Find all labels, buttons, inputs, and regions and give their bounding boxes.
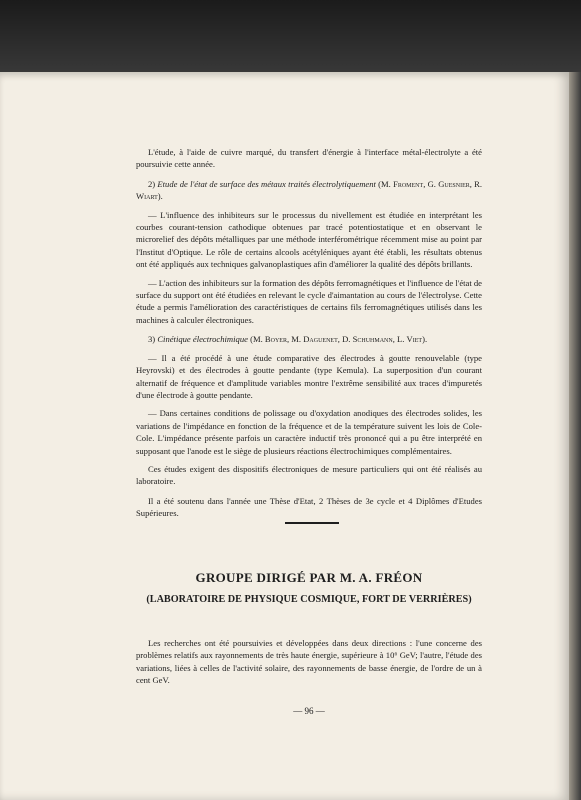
- authors-close: ).: [422, 334, 428, 345]
- paragraph-depots-ferromagnetiques: — L'action des inhibiteurs sur la formation des dépôts ferromagnétiques et l'influence de l'état de surface du support ont été étudiées en relevant le cycle d'aimantation au cours de l'électrolyse. Cette étude a permis l'amélioration des caractéristiques de certains fils ferromagnétiques utilisés dans les machines à calculer électroniques.: [136, 277, 482, 325]
- section-title: GROUPE DIRIGÉ PAR M. A. FRÉON: [195, 570, 423, 585]
- item-title: Cinétique électrochimique: [157, 334, 248, 345]
- author-name: R. Wiart: [136, 178, 483, 202]
- item-number: 2): [148, 178, 156, 189]
- item-3-heading: [136, 333, 482, 345]
- item-2-heading: [136, 178, 482, 203]
- author-separator: , M.: [286, 334, 304, 345]
- paragraph-electrodes-goutte: — Il a été procédé à une étude comparative des électrodes à goutte renouvelable (type Heyrovski) et des électrodes à goutte pendante (type Kemula). La superposition d'un courant alternatif de fréquence et d'amplitude variables montre l'extrême sensibilité aux traces d'impuretés d'une électrode à goutte pendante.: [136, 352, 482, 400]
- author-separator: ,: [469, 178, 475, 189]
- author-separator: , D.: [337, 334, 353, 345]
- section-divider: [285, 522, 339, 524]
- author-name: Viet: [406, 334, 423, 345]
- authors-open: (M.: [375, 178, 394, 189]
- item-number: 3): [148, 334, 156, 345]
- authors-open: (M.: [247, 334, 265, 345]
- paragraph-theses: Il a été soutenu dans l'année une Thèse d'Etat, 2 Thèses de 3e cycle et 4 Diplômes d'Etudes Supérieures.: [136, 495, 482, 519]
- author-name: G. Guesnier: [427, 178, 470, 189]
- body-text-block: [136, 146, 482, 526]
- author-name: Boyer: [264, 334, 287, 345]
- paragraph-dispositifs-electroniques: Ces études exigent des dispositifs électroniques de mesure particuliers qui ont été réalisés au laboratoire.: [136, 463, 482, 487]
- page-edge-shadow: [569, 72, 581, 800]
- author-name: Daguenet: [303, 334, 338, 345]
- author-name: Froment: [393, 178, 424, 189]
- paragraph-polissage-oxydation: — Dans certaines conditions de polissage ou d'oxydation anodiques des électrodes solides, les variations de l'impédance en fonction de la fréquence et de la température suivent les lois de Cole-Cole. L'impédance présente parfois un caractère inductif très prononcé qui a pu être interprété en supposant que l'anode est le siège de plusieurs réactions électrochimiques complémentaires.: [136, 408, 482, 456]
- page-number: — 96 —: [293, 706, 325, 716]
- authors-close: ).: [157, 191, 163, 202]
- paragraph-cuivre-marque: L'étude, à l'aide de cuivre marqué, du transfert d'énergie à l'interface métal-électrolyte a été poursuivie cette année.: [136, 147, 482, 170]
- section-body-paragraph: Les recherches ont été poursuivies et développées dans deux directions : l'une concerne des problèmes relatifs aux rayonnements de très haute énergie, supérieure à 10⁶ GeV; l'autre, l'étude des variations, liées à celles de l'activité solaire, des rayonnements de basse énergie, de l'ordre de un à cent GeV.: [136, 638, 482, 686]
- author-name: Schuhmann: [352, 334, 393, 345]
- section-subtitle: (LABORATOIRE DE PHYSIQUE COSMIQUE, FORT DE VERRIÈRES): [146, 594, 472, 605]
- author-separator: , L.: [392, 334, 407, 345]
- author-separator: ,: [423, 178, 428, 189]
- item-title: Etude de l'état de surface des métaux traités électrolytiquement: [157, 178, 376, 189]
- scan-background-top: [0, 0, 581, 78]
- paragraph-inhibiteurs-nivellement: — L'influence des inhibiteurs sur le processus du nivellement est étudiée en interprétant les courbes courant-tension cathodique obtenues par tracé potentiostatique et en observant le microrelief des dépôts métalliques par une méthode interférométrique récemment mise au point par l'Institut d'Optique. Le rôle de certains alcools acétyléniques ayant été établi, les résultats obtenus ont été appliqués aux techniques galvanoplastiques afin d'améliorer la qualité des dépôts brillants.: [136, 209, 482, 270]
